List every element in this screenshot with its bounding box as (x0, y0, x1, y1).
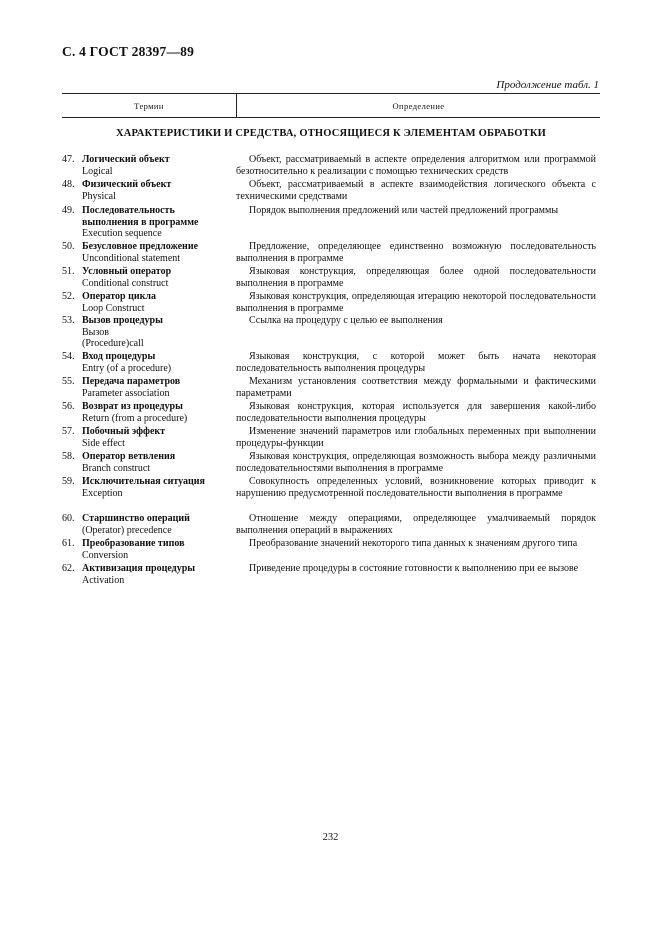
term-definition: Языковая конструкция, определяющая возможность выбора между различными последовательностями выполнения в программе (236, 451, 596, 474)
term-row (62, 351, 600, 374)
term-definition: Ссылка на процедуру с целью ее выполнения (249, 315, 443, 326)
term-row (62, 205, 600, 240)
term-russian: Последовательность выполнения в программе (82, 205, 199, 228)
page-header: С. 4 ГОСТ 28397—89 (62, 44, 195, 59)
term-russian: Преобразование типов (82, 538, 185, 549)
column-header-definition: Определение (392, 100, 445, 111)
term-english: Logical (82, 165, 113, 177)
term-number: 61. (62, 538, 75, 549)
term-number: 49. (62, 205, 75, 216)
table-header (62, 93, 600, 118)
term-definition: Отношение между операциями, определяющее умалчиваемый порядок выполнения операций в выражениях (236, 513, 596, 536)
term-definition: Языковая конструкция, которая используется для завершения какой-либо последовательности выполнения процедуры (236, 401, 596, 424)
term-row (62, 376, 600, 399)
term-definition: Совокупность определенных условий, возникновение которых приводит к нарушению предусмотренной последовательности выполнения в программе (236, 476, 596, 499)
term-russian: Вызов процедуры (82, 315, 163, 326)
term-definition: Языковая конструкция, определяющая более одной последовательности выполнения в программе (236, 266, 596, 289)
term-row (62, 476, 600, 499)
term-number: 53. (62, 315, 75, 326)
term-definition: Языковая конструкция, определяющая итерацию некоторой последовательности выполнения в программе (236, 291, 596, 314)
term-english: Return (from a procedure) (82, 412, 188, 424)
term-english: Exception (82, 487, 123, 499)
term-number: 56. (62, 401, 75, 412)
term-english: Branch construct (82, 462, 151, 474)
term-row (62, 538, 600, 561)
term-russian: Условный оператор (82, 266, 172, 277)
term-number: 58. (62, 451, 75, 462)
term-number: 55. (62, 376, 75, 387)
term-definition: Порядок выполнения предложений или частей предложений программы (249, 205, 559, 216)
term-number: 48. (62, 179, 75, 190)
term-english: Physical (82, 190, 116, 202)
term-english: Activation (82, 574, 125, 586)
term-number: 50. (62, 241, 75, 252)
term-english: Parameter association (82, 387, 170, 399)
term-number: 51. (62, 266, 75, 277)
term-russian: Исключительная ситуация (82, 476, 205, 487)
term-definition: Предложение, определяющее единственно возможную последовательность выполнения в программе (236, 241, 596, 264)
term-english: Entry (of a procedure) (82, 362, 172, 374)
column-header-term: Термин (62, 94, 237, 117)
term-row (62, 426, 600, 449)
term-row (62, 315, 600, 350)
term-english: Loop Construct (82, 302, 145, 314)
term-definition: Преобразование значений некоторого типа данных к значениям другого типа (249, 538, 578, 549)
term-russian: Возврат из процедуры (82, 401, 183, 412)
term-row (62, 291, 600, 314)
term-row (62, 241, 600, 264)
term-english: Conversion (82, 549, 129, 561)
term-number: 47. (62, 154, 75, 165)
term-number: 62. (62, 563, 75, 574)
term-definition: Объект, рассматриваемый в аспекте взаимодействия логического объекта с техническими средствами (236, 179, 596, 202)
term-row (62, 401, 600, 424)
term-english: (Operator) precedence (82, 524, 172, 536)
term-row (62, 179, 600, 202)
term-english: Execution sequence (82, 228, 162, 239)
term-russian: Передача параметров (82, 376, 181, 387)
term-russian: Вход процедуры (82, 351, 156, 362)
term-russian: Безусловное предложение (82, 241, 199, 252)
term-english: Conditional construct (82, 277, 169, 289)
term-russian: Физический объект (82, 179, 172, 190)
term-number: 60. (62, 513, 75, 524)
term-russian: Логический объект (82, 154, 170, 165)
section-title: ХАРАКТЕРИСТИКИ И СРЕДСТВА, ОТНОСЯЩИЕСЯ К ЭЛЕМЕНТАМ ОБРАБОТКИ (115, 128, 547, 139)
term-row (62, 154, 600, 177)
page-number: 232 (322, 832, 339, 843)
term-definition: Приведение процедуры в состояние готовности к выполнению при ее вызове (249, 563, 579, 574)
term-russian: Оператор цикла (82, 291, 157, 302)
term-definition: Механизм установления соответствия между формальными и фактическими параметрами (236, 376, 596, 399)
term-definition: Объект, рассматриваемый в аспекте определения алгоритмом или программой безотносительно к реализации с помощью технических средств (236, 154, 596, 177)
term-russian: Побочный эффект (82, 426, 166, 437)
term-row (62, 563, 600, 586)
term-row (62, 451, 600, 474)
table-continuation-note: Продолжение табл. 1 (496, 79, 599, 91)
term-definition: Изменение значений параметров или глобальных переменных при выполнении процедуры-функции (236, 426, 596, 449)
term-russian: Старшинство операций (82, 513, 190, 524)
term-english: Вызов (Procedure)call (82, 326, 144, 349)
term-russian: Оператор ветвления (82, 451, 176, 462)
term-russian: Активизация процедуры (82, 563, 196, 574)
term-definition: Языковая конструкция, с которой может быть начата некоторая последовательность выполнения процедуры (236, 351, 596, 374)
term-english: Unconditional statement (82, 252, 181, 264)
term-number: 54. (62, 351, 75, 362)
term-number: 52. (62, 291, 75, 302)
term-english: Side effect (82, 437, 125, 449)
term-number: 59. (62, 476, 75, 487)
term-row (62, 266, 600, 289)
term-row (62, 513, 600, 536)
term-number: 57. (62, 426, 75, 437)
